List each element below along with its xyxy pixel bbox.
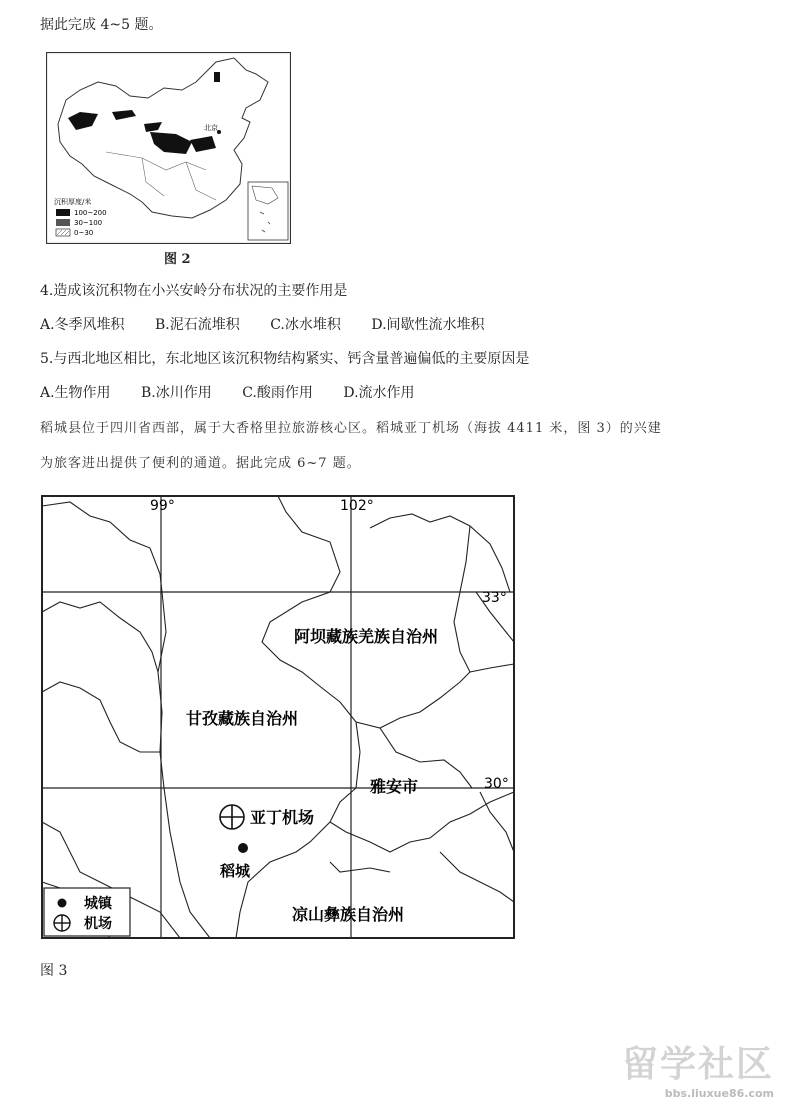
label-aba: 阿坝藏族羌族自治州 bbox=[294, 627, 439, 646]
question-4-stem: 4.造成该沉积物在小兴安岭分布状况的主要作用是 bbox=[40, 283, 348, 299]
option-c: C.酸雨作用 bbox=[242, 385, 313, 401]
legend-item: 0~30 bbox=[74, 229, 94, 237]
figure-3-caption: 图 3 bbox=[40, 963, 68, 979]
legend-item: 30~100 bbox=[74, 219, 103, 227]
label-lon-99: 99° bbox=[150, 498, 175, 514]
label-daocheng: 稻城 bbox=[220, 862, 251, 880]
legend-title: 沉积厚度/米 bbox=[54, 198, 92, 206]
label-ganzi: 甘孜藏族自治州 bbox=[186, 709, 299, 728]
fig3-legend bbox=[44, 888, 130, 936]
passage-line-2: 为旅客进出提供了便利的通道。据此完成 6~7 题。 bbox=[40, 456, 361, 471]
legend-town-label: 城镇 bbox=[84, 896, 112, 912]
beijing-label: 北京 bbox=[204, 124, 218, 132]
figure-2-caption: 图 2 bbox=[164, 252, 191, 267]
legend-item: 100~200 bbox=[74, 209, 107, 217]
passage-line-1: 稻城县位于四川省西部，属于大香格里拉旅游核心区。稻城亚丁机场（海拔 4411 米，图 3）的兴建 bbox=[40, 421, 662, 436]
legend-town-dot bbox=[58, 899, 67, 908]
question-4-options bbox=[40, 316, 511, 334]
label-lat-30: 30° bbox=[484, 776, 509, 792]
question-5-stem: 5.与西北地区相比，东北地区该沉积物结构紧实、钙含量普遍偏低的主要原因是 bbox=[40, 351, 530, 367]
town-dot-daocheng bbox=[238, 843, 248, 853]
option-d: D.流水作用 bbox=[343, 385, 415, 401]
intro-text: 据此完成 4~5 题。 bbox=[40, 17, 163, 33]
watermark-logo: 留学社区 bbs.liuxue86.com bbox=[621, 1044, 774, 1100]
option-b: B.泥石流堆积 bbox=[155, 317, 240, 333]
legend-airport-icon bbox=[54, 915, 70, 931]
airport-icon bbox=[220, 805, 244, 829]
option-d: D.间歇性流水堆积 bbox=[371, 317, 485, 333]
legend-airport-label: 机场 bbox=[84, 916, 112, 932]
label-liangshan: 凉山彝族自治州 bbox=[292, 905, 405, 924]
south-china-sea-inset bbox=[248, 182, 288, 240]
label-airport: 亚丁机场 bbox=[250, 808, 315, 827]
option-a: A.生物作用 bbox=[40, 385, 111, 401]
label-lat-33: 33° bbox=[482, 590, 507, 606]
option-a: A.冬季风堆积 bbox=[40, 317, 125, 333]
option-c: C.冰水堆积 bbox=[270, 317, 341, 333]
question-5-options bbox=[40, 384, 441, 402]
figure-2-map bbox=[46, 52, 291, 244]
option-b: B.冰川作用 bbox=[141, 385, 212, 401]
figure-3-map bbox=[40, 492, 518, 942]
label-yaan: 雅安市 bbox=[370, 777, 419, 796]
label-lon-102: 102° bbox=[340, 498, 374, 514]
